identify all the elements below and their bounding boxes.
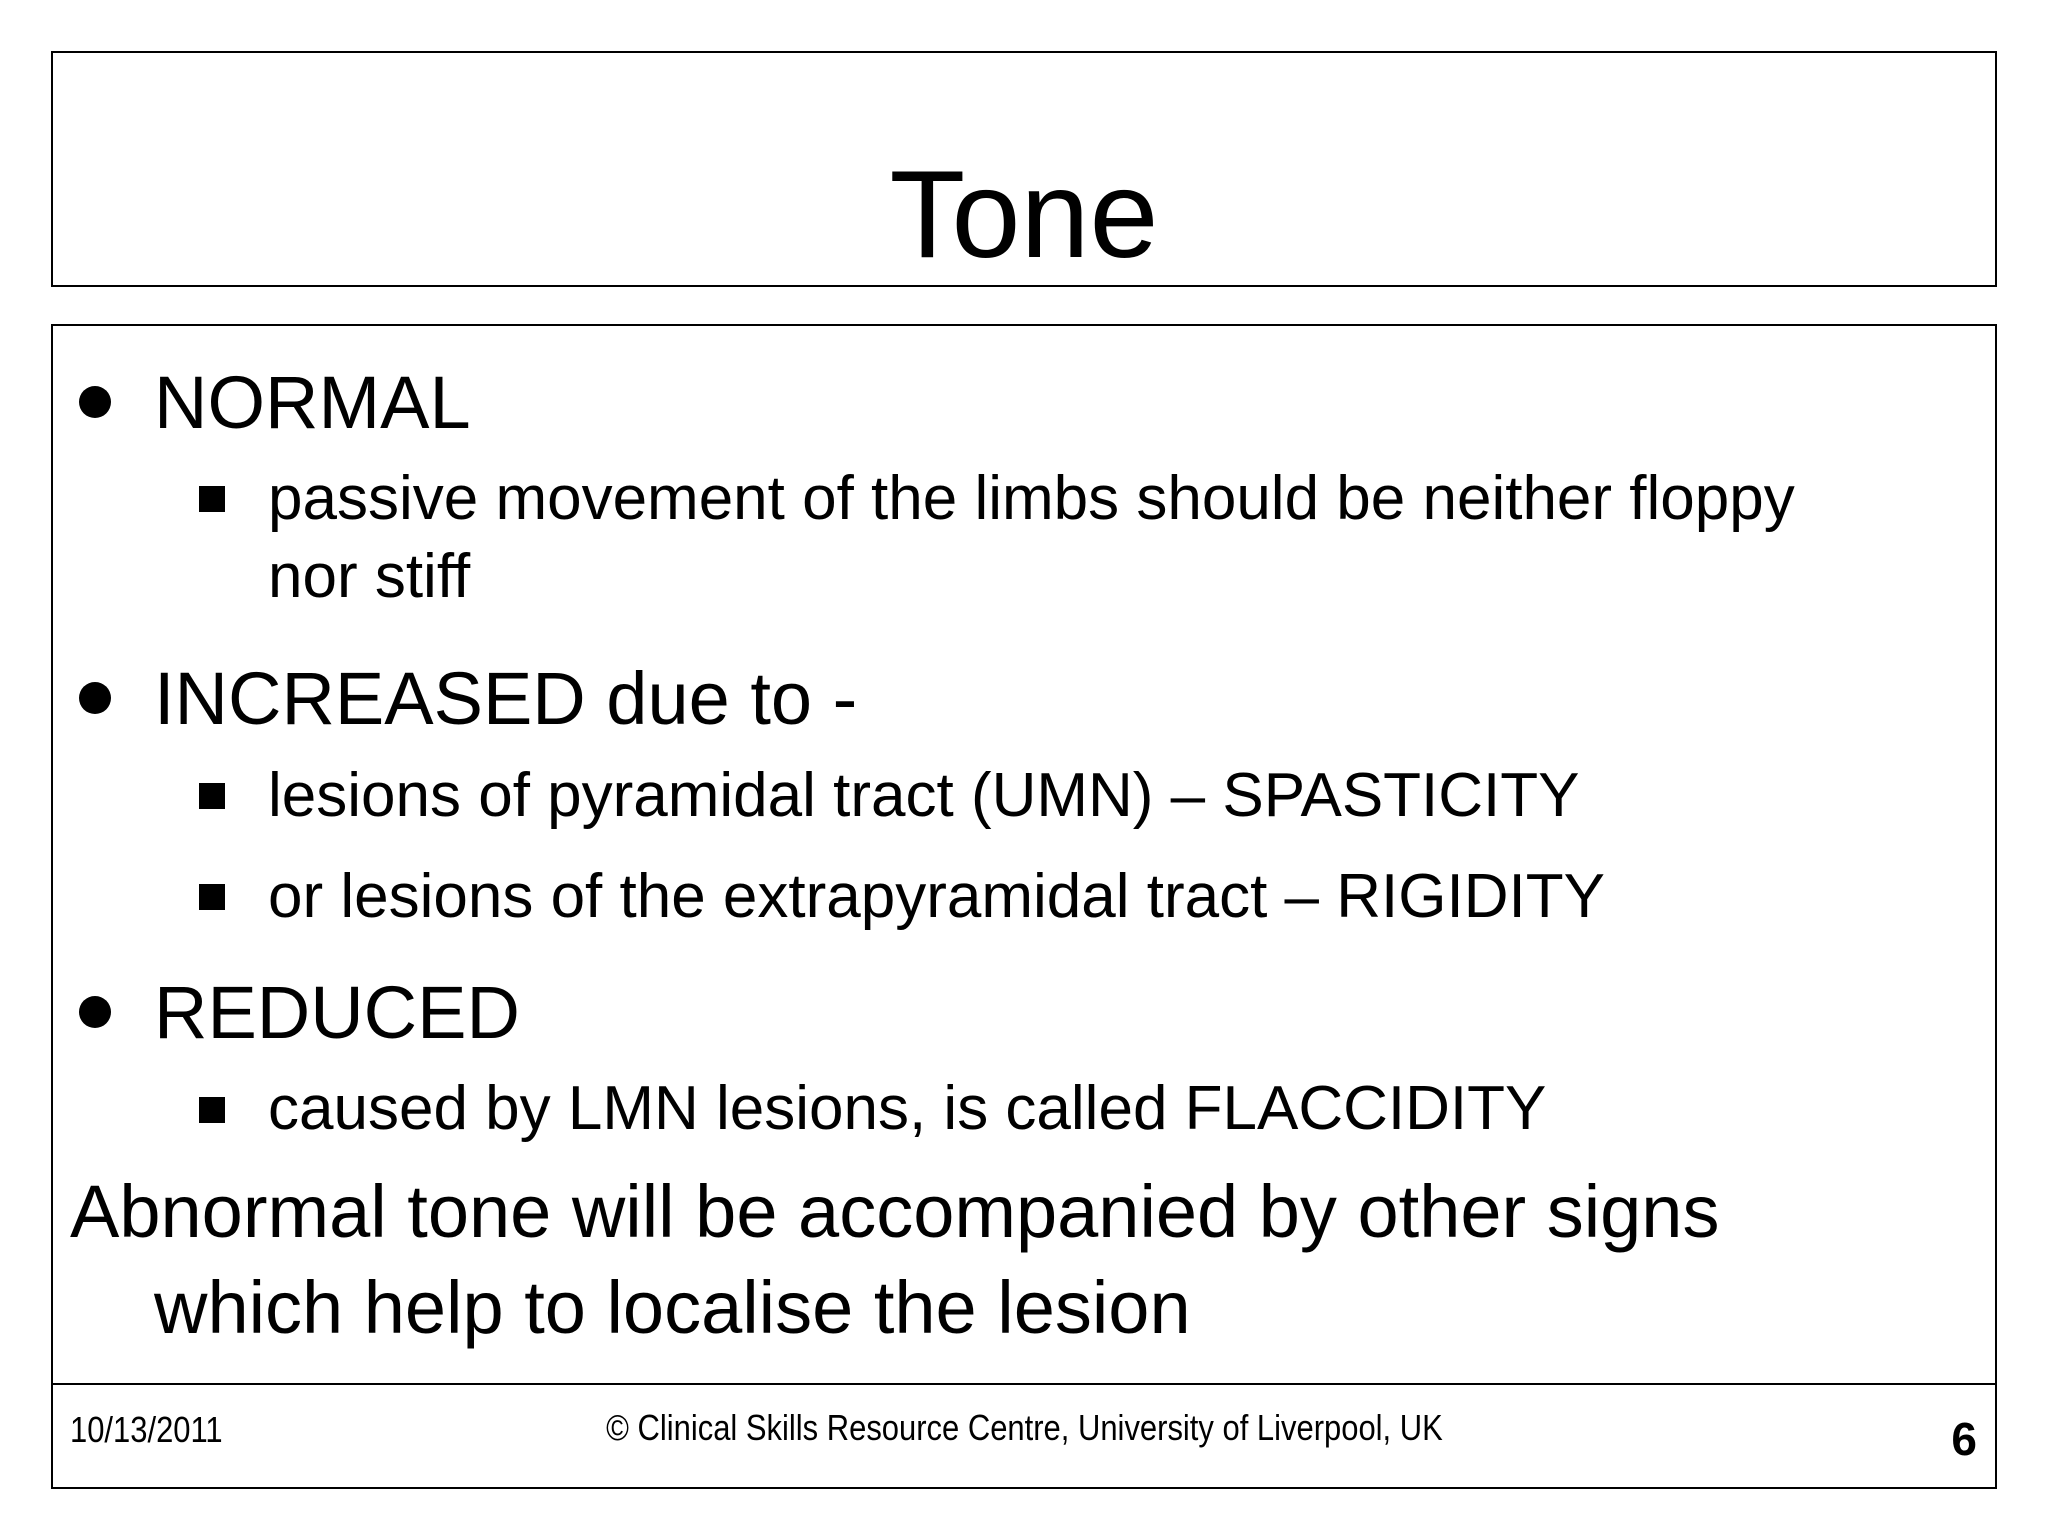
square-bullet-icon xyxy=(199,884,225,910)
footer-copyright xyxy=(53,1407,1995,1450)
bullet-label: REDUCED xyxy=(154,971,520,1054)
square-bullet-icon xyxy=(199,486,225,512)
subbullet-text: lesions of pyramidal tract (UMN) – SPASTICITY xyxy=(268,761,1580,830)
slide-title-box xyxy=(51,51,1997,287)
footer-date: 10/13/2011 xyxy=(70,1409,223,1450)
round-bullet-icon xyxy=(79,386,111,418)
closing-statement-line-2: which help to localise the lesion xyxy=(154,1266,1191,1349)
page-number: 6 xyxy=(1951,1413,1977,1465)
square-bullet-icon xyxy=(199,783,225,809)
closing-statement-line-1: Abnormal tone will be accompanied by other signs xyxy=(70,1170,1720,1253)
bullet-label: INCREASED due to - xyxy=(154,657,858,740)
slide-content-box xyxy=(51,324,1997,1489)
bullet-label: NORMAL xyxy=(154,361,471,444)
subbullet-text: caused by LMN lesions, is called FLACCIDITY xyxy=(268,1074,1547,1143)
footer-divider xyxy=(53,1383,1995,1385)
round-bullet-icon xyxy=(79,996,111,1028)
subbullet-text: passive movement of the limbs should be neither floppy xyxy=(268,464,1795,533)
subbullet-text-continuation: nor stiff xyxy=(268,542,471,611)
square-bullet-icon xyxy=(199,1097,225,1123)
slide-title: Tone xyxy=(889,146,1159,284)
round-bullet-icon xyxy=(79,682,111,714)
subbullet-text: or lesions of the extrapyramidal tract – RIGIDITY xyxy=(268,862,1605,931)
footer-copyright-text: © Clinical Skills Resource Centre, University of Liverpool, UK xyxy=(605,1407,1443,1448)
